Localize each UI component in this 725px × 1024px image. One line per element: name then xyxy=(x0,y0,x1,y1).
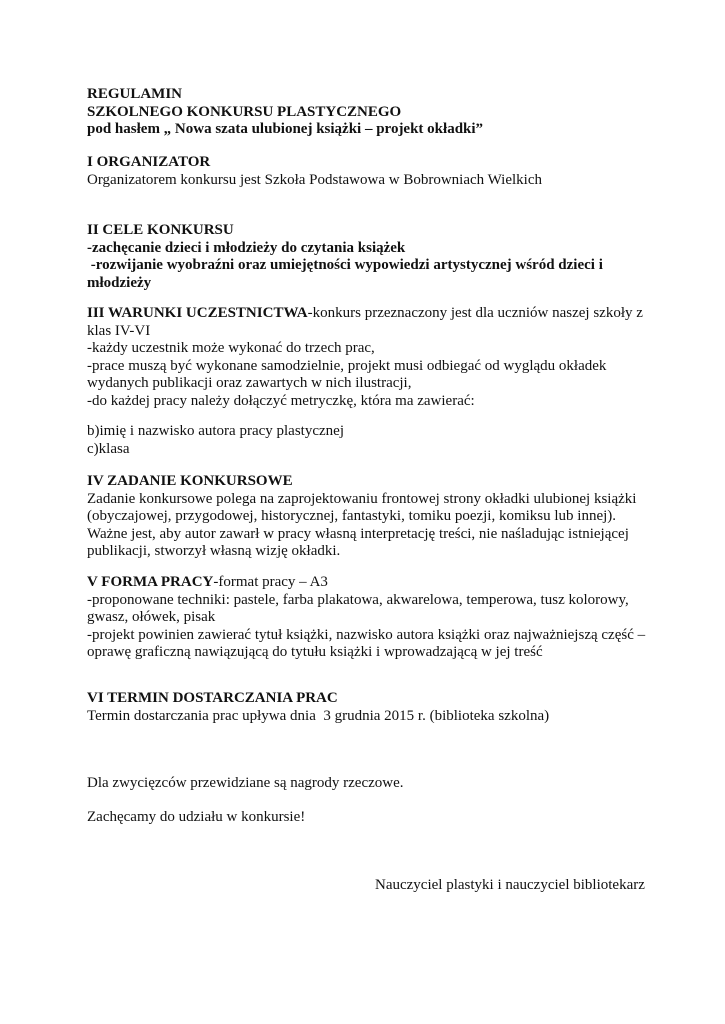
document-title xyxy=(87,86,647,139)
form-line-3: gwasz, ołówek, pisak xyxy=(87,609,216,626)
form-line-1-rest: -format pracy – A3 xyxy=(213,574,328,590)
conditions-line-4: -prace muszą być wykonane samodzielnie, projekt musi odbiegać od wyglądu okładek xyxy=(87,357,607,374)
prizes-text: Dla zwycięzców przewidziane są nagrody rzeczowe. xyxy=(87,775,404,791)
section-form xyxy=(87,574,647,662)
conditions-line-5: wydanych publikacji oraz zawartych w nich ilustracji, xyxy=(87,375,412,392)
title-line-1: REGULAMIN xyxy=(87,86,183,102)
task-line-2: (obyczajowej, przygodowej, historycznej, fantastyki, tomiku poezji, komiksu lub innej). xyxy=(87,508,617,525)
section-organizer xyxy=(87,154,647,189)
section-conditions xyxy=(87,305,647,411)
title-line-3: pod hasłem „ Nowa szata ulubionej książki – projekt okładki” xyxy=(87,121,484,138)
deadline-text: Termin dostarczania prac upływa dnia 3 grudnia 2015 r. (biblioteka szkolna) xyxy=(87,707,550,724)
conditions-line-3: -każdy uczestnik może wykonać do trzech prac, xyxy=(87,340,375,357)
task-heading: IV ZADANIE KONKURSOWE xyxy=(87,473,293,489)
organizer-text: Organizatorem konkursu jest Szkoła Podstawowa w Bobrowniach Wielkich xyxy=(87,171,543,188)
goals-heading: II CELE KONKURSU xyxy=(87,222,234,238)
form-heading: V FORMA PRACY xyxy=(87,574,214,590)
conditions-line-2: klas IV-VI xyxy=(87,322,151,339)
section-task xyxy=(87,473,647,561)
signature: Nauczyciel plastyki i nauczyciel bibliotekarz xyxy=(375,877,645,893)
conditions-heading: III WARUNKI UCZESTNICTWA xyxy=(87,305,308,321)
organizer-heading: I ORGANIZATOR xyxy=(87,154,211,170)
goals-line-3: młodzieży xyxy=(87,274,152,291)
metric-item-c: c)klasa xyxy=(87,440,130,457)
title-line-2: SZKOLNEGO KONKURSU PLASTYCZNEGO xyxy=(87,103,402,120)
goals-line-1: -zachęcanie dzieci i młodzieży do czytania książek xyxy=(87,239,406,256)
task-line-1: Zadanie konkursowe polega na zaprojektowaniu frontowej strony okładki ulubionej książki xyxy=(87,490,637,507)
form-line-4: -projekt powinien zawierać tytuł książki, nazwisko autora książki oraz najważniejszą część – xyxy=(87,626,646,643)
section-goals xyxy=(87,222,647,292)
task-line-4: publikacji, stworzył własną wizję okładki. xyxy=(87,543,341,560)
form-line-1 xyxy=(87,574,647,592)
task-line-3: Ważne jest, aby autor zawarł w pracy własną interpretację treści, nie naśladując istniejącej xyxy=(87,525,629,542)
metric-items xyxy=(87,423,647,458)
goals-line-2: -rozwijanie wyobraźni oraz umiejętności wypowiedzi artystycznej wśród dzieci i xyxy=(87,257,603,274)
deadline-heading: VI TERMIN DOSTARCZANIA PRAC xyxy=(87,690,338,706)
conditions-line-6: -do każdej pracy należy dołączyć metryczkę, która ma zawierać: xyxy=(87,392,475,409)
conditions-line-1-rest: -konkurs przeznaczony jest dla uczniów naszej szkoły z xyxy=(307,305,643,321)
invitation-text: Zachęcamy do udziału w konkursie! xyxy=(87,809,306,825)
metric-item-b: b)imię i nazwisko autora pracy plastycznej xyxy=(87,423,344,439)
conditions-line-1 xyxy=(87,305,647,323)
form-line-5: oprawę graficzną nawiązującą do tytułu książki i wprowadzającą w jej treść xyxy=(87,644,543,661)
form-line-2: -proponowane techniki: pastele, farba plakatowa, akwarelowa, temperowa, tusz kolorowy, xyxy=(87,591,629,608)
section-deadline xyxy=(87,690,647,725)
